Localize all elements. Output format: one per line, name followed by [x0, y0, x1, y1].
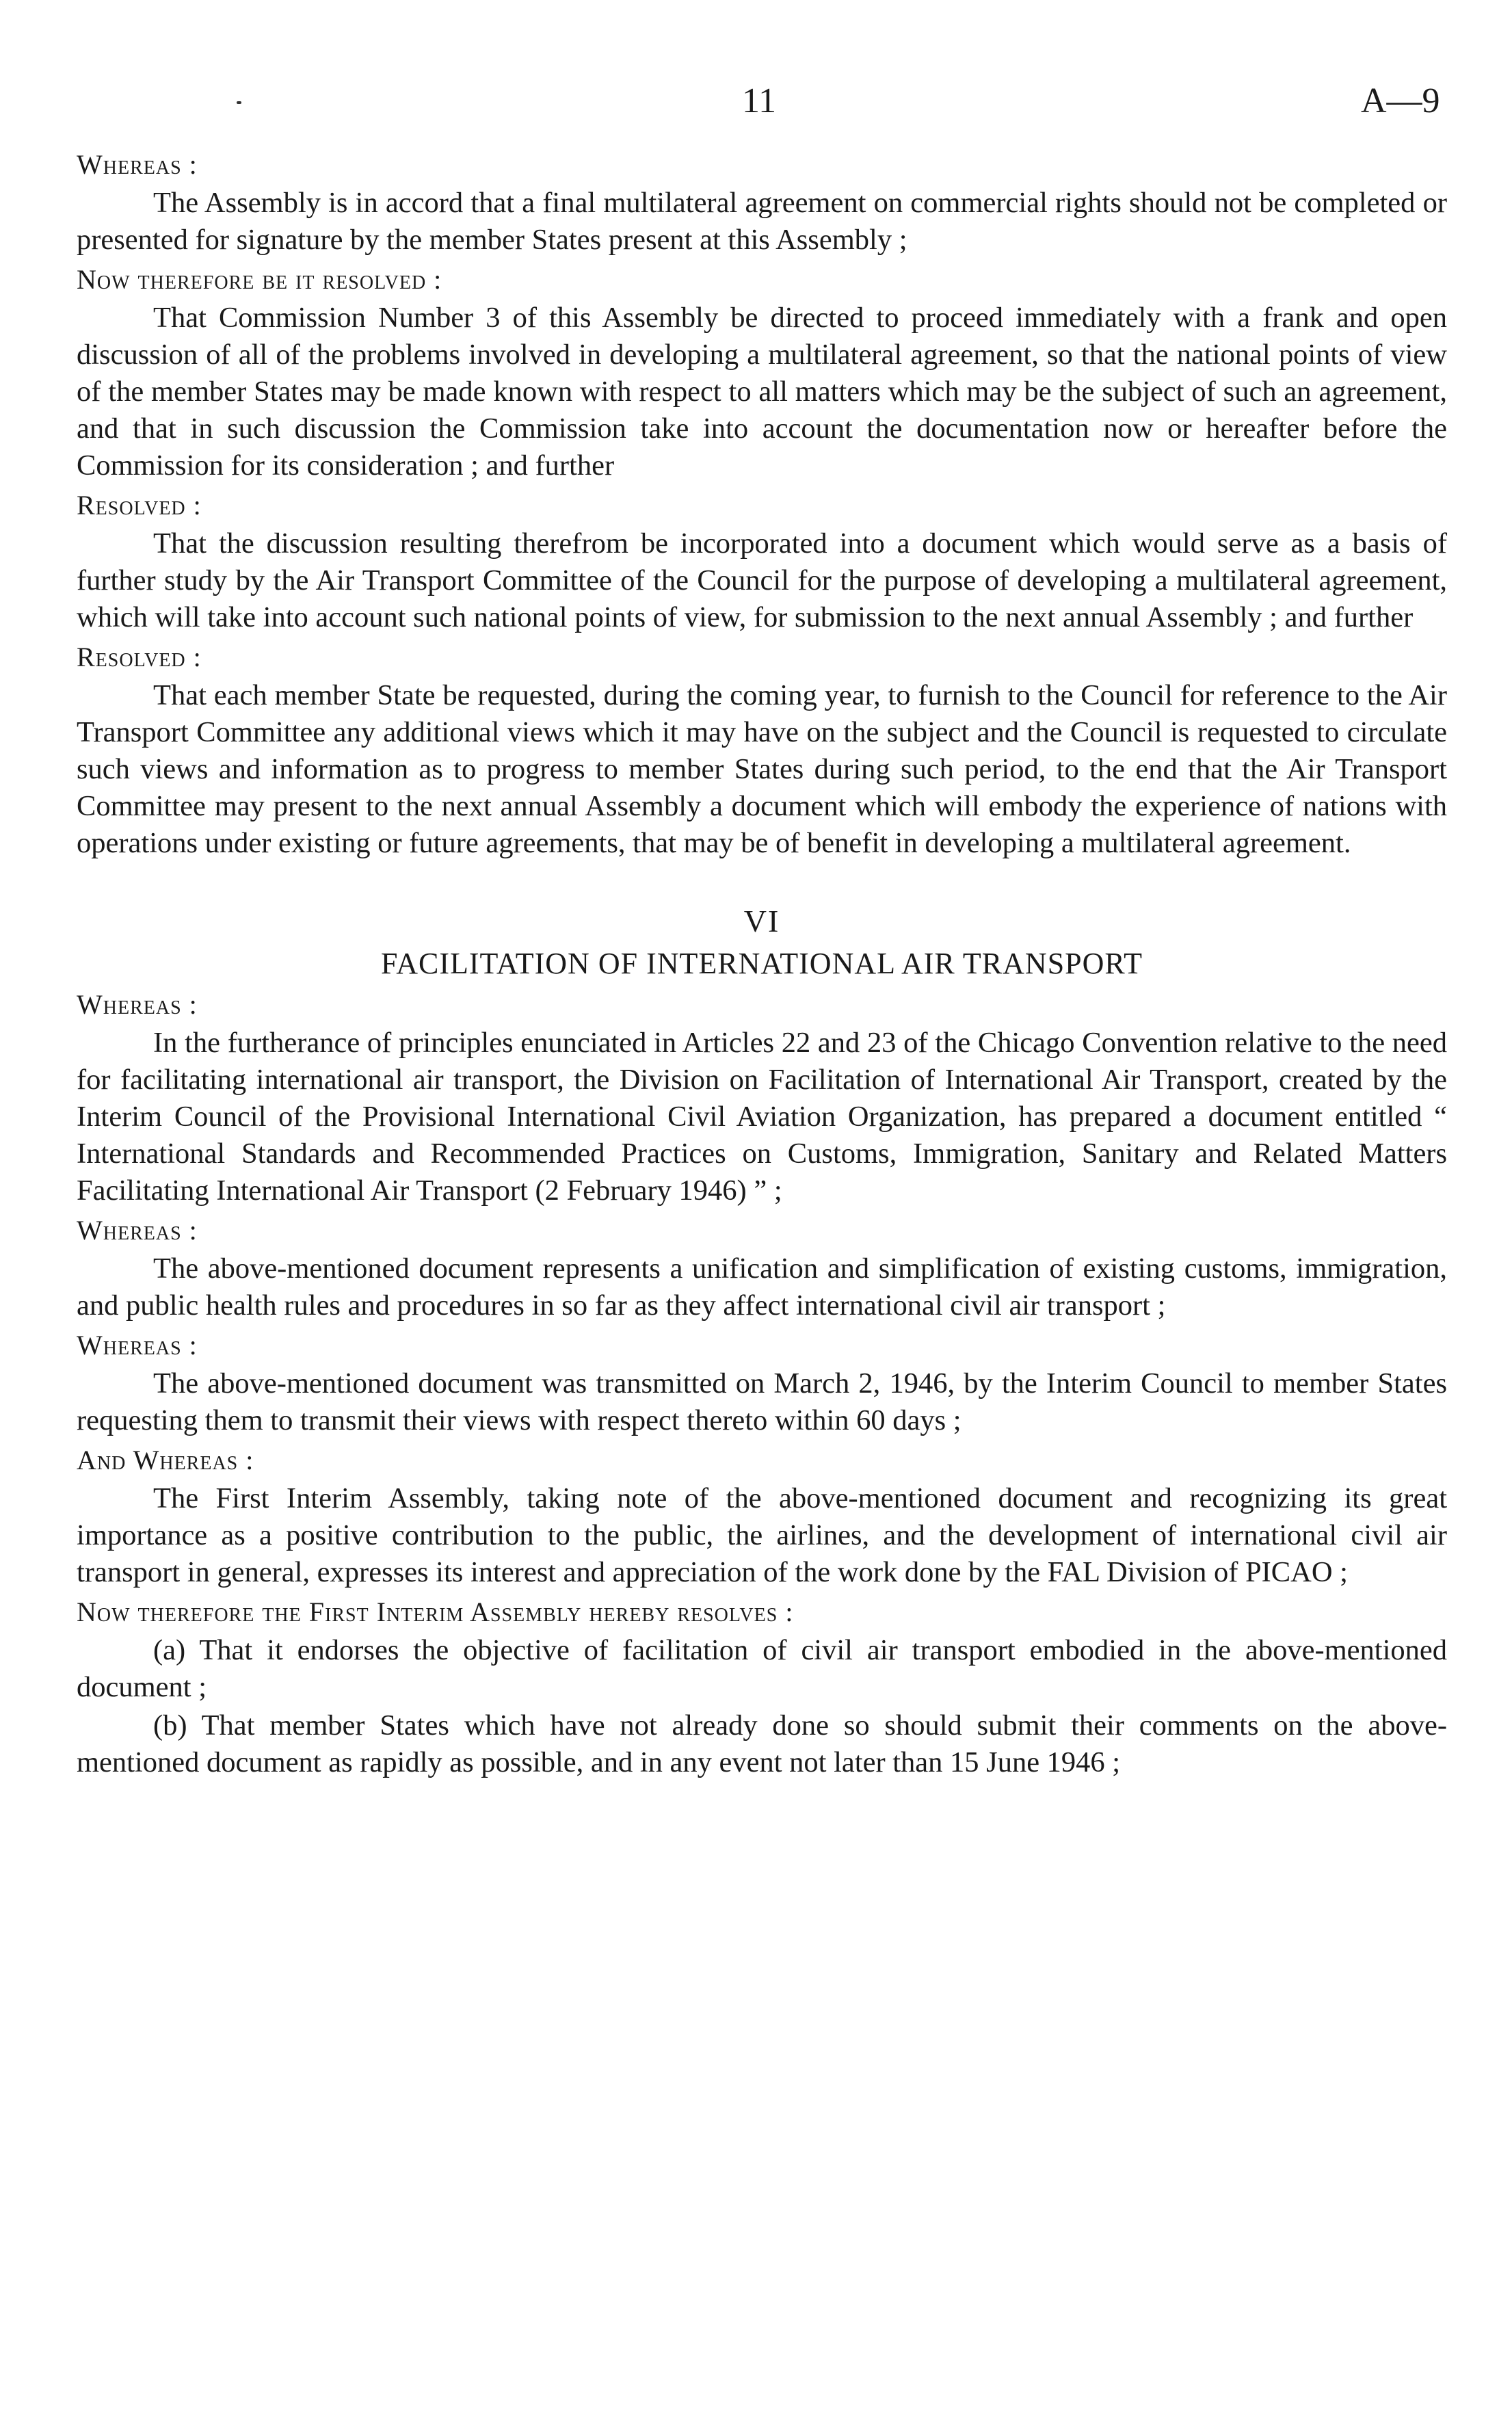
page-header — [0, 81, 1512, 135]
resolution-item-a: (a) That it endorses the objective of facilitation of civil air transport embodied in the above-mentioned document ; — [77, 1634, 1447, 1703]
resolved-label: Resolved : — [77, 490, 202, 521]
document-reference: A—9 — [1361, 81, 1440, 120]
section-numeral: VI — [743, 904, 780, 938]
whereas-label: Whereas : — [77, 1330, 198, 1361]
document-body — [77, 144, 1447, 1783]
now-therefore-label: Now therefore be it resolved : — [77, 264, 442, 295]
whereas-label: Whereas : — [77, 149, 198, 180]
whereas-paragraph: The above-mentioned document was transmitted on March 2, 1946, by the Interim Council to member States requesting them to transmit their views with respect thereto within 60 days ; — [77, 1367, 1447, 1436]
resolution-paragraph: That Commission Number 3 of this Assembly be directed to proceed immediately with a frank and open discussion of all of the problems involved in developing a multilateral agreement, so that the national points of view of the member States may be made known with respect to all matters which may be the subject of such an agreement, and that in such discussion the Commission take into account the documentation now or hereafter before the Commission for its consideration ; and further — [77, 302, 1447, 482]
whereas-paragraph: In the furtherance of principles enunciated in Articles 22 and 23 of the Chicago Convention relative to the need for facilitating international air transport, the Division on Facilitation of International Air Transport, created by the Interim Council of the Provisional International Civil Aviation Organization, has prepared a document entitled “ International Standards and Recommended Practices on Customs, Immigration, Sanitary and Related Matters Facilitating International Air Transport (2 February 1946) ” ; — [77, 1027, 1447, 1207]
resolves-label: Now therefore the First Interim Assembly hereby resolves : — [77, 1596, 794, 1627]
whereas-label: Whereas : — [77, 1215, 198, 1246]
page-number: 11 — [742, 81, 777, 120]
whereas-label: Whereas : — [77, 989, 198, 1020]
resolved-paragraph: That each member State be requested, during the coming year, to furnish to the Council for reference to the Air Transport Committee any additional views which it may have on the subject and the Council is requested to circulate such views and information as to progress to member States during such period, to the end that the Air Transport Committee may present to the next annual Assembly a document which will embody the experience of nations with operations under existing or future agreements, that may be of benefit in developing a multilateral agreement. — [77, 679, 1447, 859]
and-whereas-label: And Whereas : — [77, 1445, 254, 1475]
section-title: FACILITATION OF INTERNATIONAL AIR TRANSPORT — [380, 947, 1143, 980]
whereas-paragraph: The First Interim Assembly, taking note of the above-mentioned document and recognizing its great importance as a positive contribution to the public, the airlines, and the development of international civil air transport in general, expresses its interest and appreciation of the work done by the FAL Division of PICAO ; — [77, 1482, 1447, 1588]
whereas-paragraph: The Assembly is in accord that a final multilateral agreement on commercial rights should not be completed or presented for signature by the member States present at this Assembly ; — [77, 187, 1447, 256]
resolved-label: Resolved : — [77, 642, 202, 672]
resolved-paragraph: That the discussion resulting therefrom be incorporated into a document which would serve as a basis of further study by the Air Transport Committee of the Council for the purpose of developing a multilateral agreement, which will take into account such national points of view, for submission to the next annual Assembly ; and further — [77, 527, 1447, 633]
resolution-item-b: (b) That member States which have not already done so should submit their comments on the above-mentioned document as rapidly as possible, and in any event not later than 15 June 1946 ; — [77, 1709, 1447, 1778]
scan-speck — [237, 101, 241, 104]
whereas-paragraph: The above-mentioned document represents a unification and simplification of existing customs, immigration, and public health rules and procedures in so far as they affect international civil air transport ; — [77, 1252, 1447, 1322]
